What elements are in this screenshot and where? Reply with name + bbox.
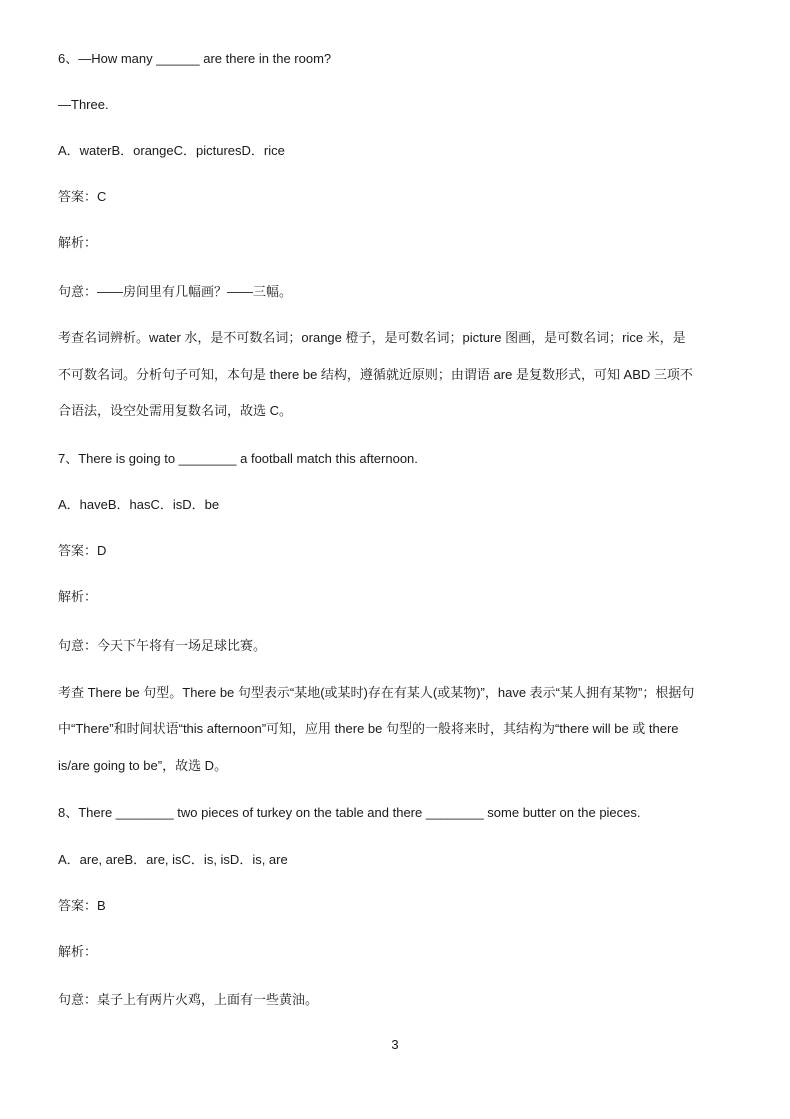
q7-meaning: 句意：今天下午将有一场足球比赛。 [58, 638, 267, 653]
q6-answer: 答案：C [58, 189, 107, 204]
q6-explanation-line: 不可数名词。分析句子可知，本句是 there be 结构，遵循就近原则；由谓语 are 是复数形式，可知 ABD 三项不 [58, 367, 693, 382]
q7-options: A．haveB．hasC．isD．be [58, 497, 220, 512]
q8-analysis-label: 解析： [58, 944, 98, 959]
q7-question: 7、There is going to ________ a football match this afternoon. [58, 451, 418, 466]
q8-meaning: 句意：桌子上有两片火鸡，上面有一些黄油。 [58, 992, 319, 1007]
q6-reply: —Three. [58, 97, 109, 112]
q7-analysis-label: 解析： [58, 589, 98, 604]
q6-meaning: 句意：——房间里有几幅画？——三幅。 [58, 284, 293, 299]
q6-analysis-label: 解析： [58, 235, 98, 250]
page-number: 3 [391, 1037, 399, 1052]
q8-answer: 答案：B [58, 898, 106, 913]
q6-explanation-line: 考查名词辨析。water 水，是不可数名词；orange 橙子，是可数名词；picture 图画，是可数名词；rice 米，是 [58, 330, 686, 345]
q8-question: 8、There ________ two pieces of turkey on the table and there ________ some butter on the pieces. [58, 805, 641, 820]
q7-answer: 答案：D [58, 543, 107, 558]
q6-explanation-line: 合语法，设空处需用复数名词，故选 C。 [58, 403, 293, 418]
q7-explanation-line: is/are going to be”，故选 D。 [58, 758, 228, 773]
q7-explanation-line: 中“There”和时间状语“this afternoon”可知，应用 there be 句型的一般将来时，其结构为“there will be 或 there [58, 721, 679, 736]
q7-explanation-line: 考查 There be 句型。There be 句型表示“某地(或某时)存在有某人(或某物)”，have 表示“某人拥有某物”；根据句 [58, 685, 695, 700]
q6-options: A．waterB．orangeC．picturesD．rice [58, 143, 285, 158]
q6-question: 6、—How many ______ are there in the room? [58, 51, 332, 66]
q8-options: A．are, areB．are, isC．is, isD．is, are [58, 852, 288, 867]
